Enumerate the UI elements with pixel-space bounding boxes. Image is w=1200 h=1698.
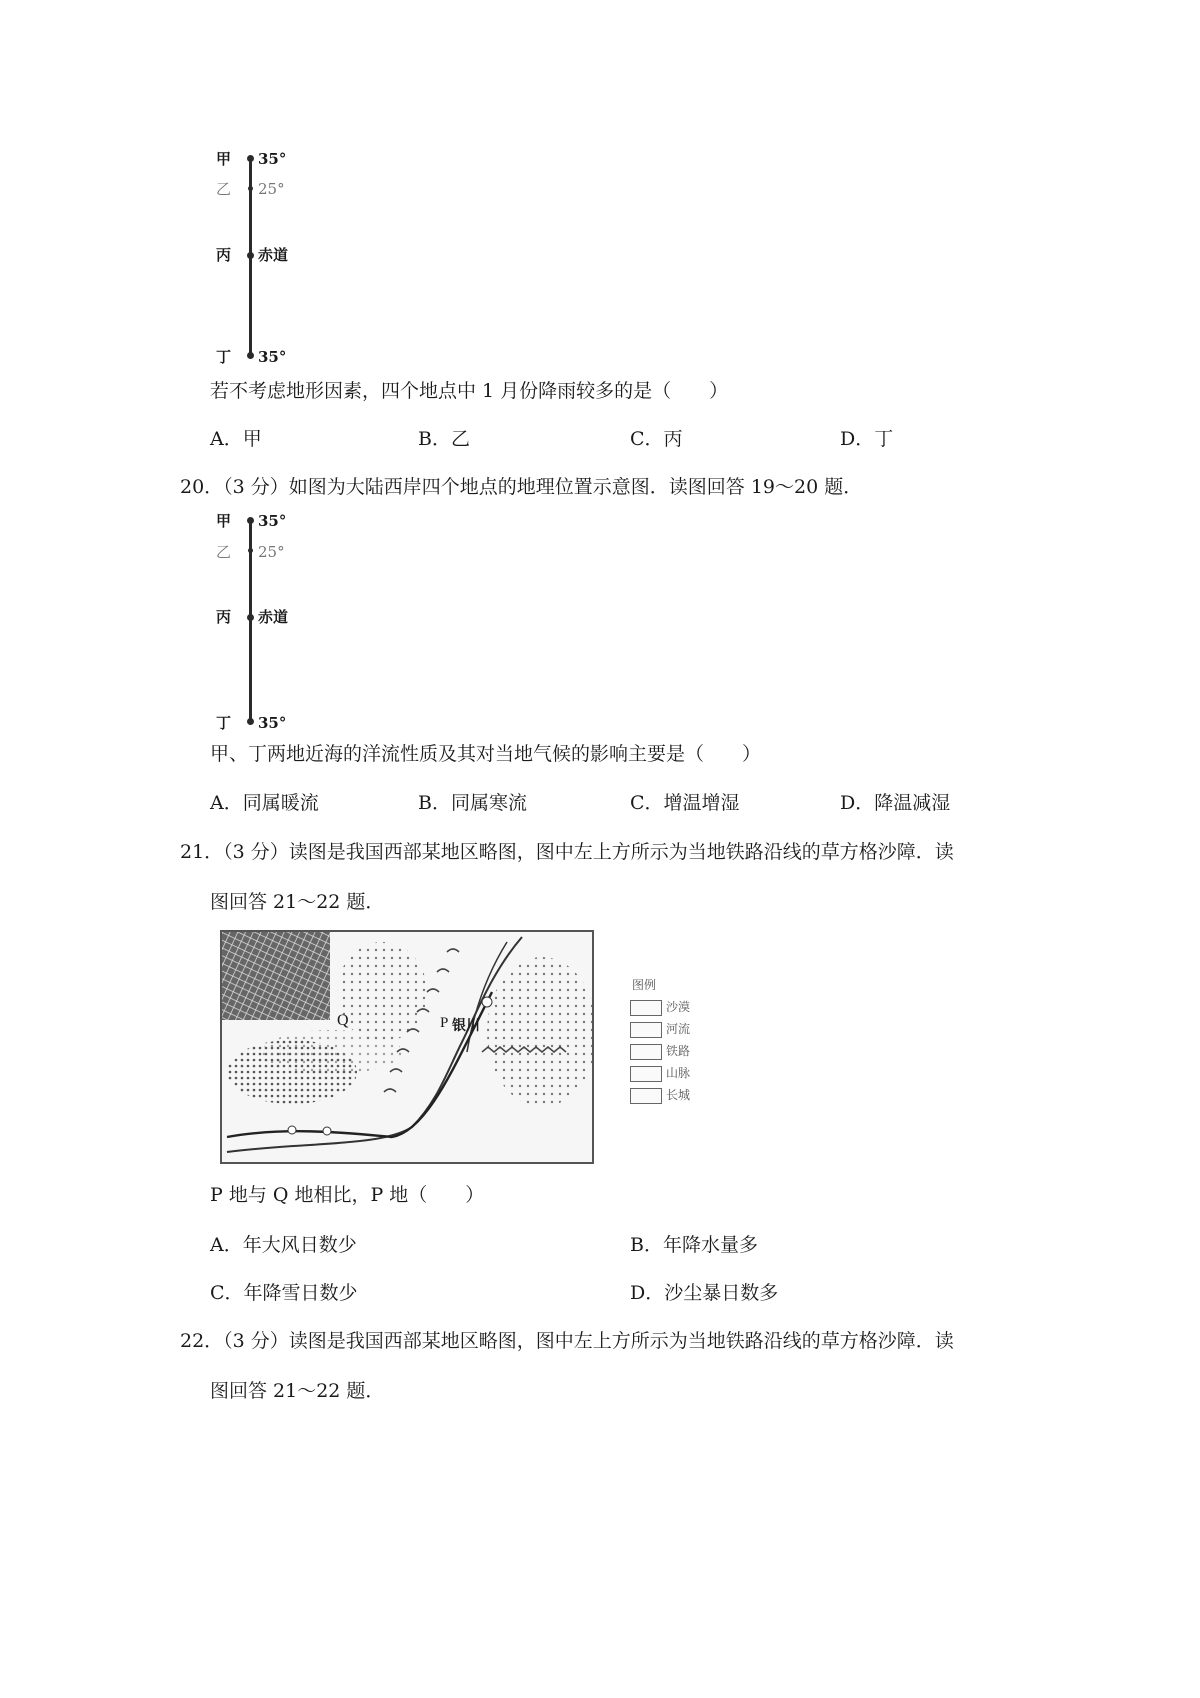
q20-option-c[interactable]: C．增温增湿 [630,792,740,814]
point-marker [247,517,254,524]
point-marker [247,614,254,621]
q19-stem: 若不考虑地形因素，四个地点中 1 月份降雨较多的是（ ） [210,380,729,402]
great-wall-swatch-icon [630,1088,662,1104]
legend-item-desert: 沙漠 [630,998,690,1016]
q20-option-a[interactable]: A．同属暖流 [210,792,319,814]
latitude-label: 赤道 [258,246,289,264]
desert-area [337,942,427,1042]
station-marker [323,1127,331,1135]
point-name-ding: 丁 [216,348,232,366]
q19-option-c[interactable]: C．丙 [630,428,683,450]
q19-option-d[interactable]: D．丁 [840,428,894,450]
railway-swatch-icon [630,1044,662,1060]
q20-option-b[interactable]: B．同属寒流 [418,792,527,814]
latitude-label: 35° [258,512,287,530]
q21-header-line1: 21．（3 分）读图是我国西部某地区略图，图中左上方所示为当地铁路沿线的草方格沙障．读 [180,841,954,863]
legend-item-river: 河流 [630,1020,690,1038]
point-name-jia: 甲 [216,150,232,168]
q22-header-line1: 22．（3 分）读图是我国西部某地区略图，图中左上方所示为当地铁路沿线的草方格沙障．读 [180,1330,954,1352]
mountain-swatch-icon [630,1066,662,1082]
latitude-label: 25° [258,180,285,198]
point-marker [247,352,254,359]
point-name-bing: 丙 [216,608,232,626]
q20-option-d[interactable]: D．降温减湿 [840,792,951,814]
map-drawing [222,932,592,1162]
point-name-yi: 乙 [216,180,232,198]
label-q: Q [337,1012,349,1029]
q21-option-d[interactable]: D．沙尘暴日数多 [630,1282,779,1304]
station-marker [288,1126,296,1134]
point-name-ding: 丁 [216,714,232,732]
q21-option-b[interactable]: B．年降水量多 [630,1234,758,1256]
q21-option-c[interactable]: C．年降雪日数少 [210,1282,358,1304]
river-swatch-icon [630,1022,662,1038]
latitude-label: 35° [258,714,287,732]
legend-item-mountain: 山脉 [630,1064,690,1082]
region-map [220,930,594,1164]
latitude-label: 35° [258,150,287,168]
legend-item-railway: 铁路 [630,1042,690,1060]
desert-area [262,1030,402,1074]
q22-header-line2: 图回答 21～22 题． [210,1380,385,1402]
point-marker [248,548,253,553]
point-name-jia: 甲 [216,512,232,530]
city-marker [482,997,492,1007]
q19-option-b[interactable]: B．乙 [418,428,470,450]
point-marker [248,186,253,191]
q21-header-line2: 图回答 21～22 题． [210,891,385,913]
q21-option-a[interactable]: A．年大风日数少 [210,1234,357,1256]
straw-checkerboard-inset [222,932,330,1020]
q20-header: 20．（3 分）如图为大陆西岸四个地点的地理位置示意图．读图回答 19～20 题． [180,476,863,498]
q21-stem: P 地与 Q 地相比，P 地（ ） [210,1184,485,1206]
latitude-label: 35° [258,348,287,366]
legend-title: 图例 [632,978,657,992]
legend-item-great-wall: 长城 [630,1086,690,1104]
q20-stem: 甲、丁两地近海的洋流性质及其对当地气候的影响主要是（ ） [210,743,762,765]
latitude-label: 25° [258,543,285,561]
point-name-yi: 乙 [216,543,232,561]
point-marker [247,252,254,259]
point-marker [247,155,254,162]
point-marker [247,718,254,725]
q19-option-a[interactable]: A．甲 [210,428,262,450]
label-p: P [440,1015,449,1031]
desert-area [487,957,592,1107]
desert-swatch-icon [630,1000,662,1016]
point-name-bing: 丙 [216,246,232,264]
latitude-label: 赤道 [258,608,289,626]
label-city: 银川 [452,1018,480,1034]
